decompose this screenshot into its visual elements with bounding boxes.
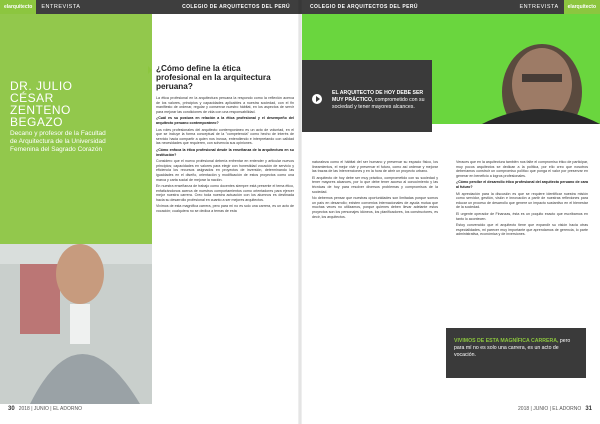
header-center-label: COLEGIO DE ARQUITECTOS DEL PERÚ bbox=[310, 4, 418, 10]
header-center-label: COLEGIO DE ARQUITECTOS DEL PERÚ bbox=[182, 4, 290, 10]
section-label: ENTREVISTA bbox=[519, 4, 559, 10]
profile-panel bbox=[0, 14, 152, 244]
name-line: BEGAZO bbox=[10, 115, 64, 129]
article-column-1 bbox=[156, 96, 294, 216]
footer-info: 2018 | JUNIO | EL ADORNO bbox=[518, 406, 582, 412]
page-number: 30 bbox=[8, 406, 15, 412]
paragraph: El arquitecto de hoy debe ser muy práctico, comprometido con su sociedad y tener mayores alcances, por lo que debe tener acceso al conocimiento y las técnicas de hoy para resolver diversos problemas y compromisos de la sociedad. bbox=[312, 175, 438, 194]
article-column-2 bbox=[312, 160, 438, 221]
name-line: CÉSAR bbox=[10, 91, 54, 105]
paragraph: Estoy convencido que el arquitecto tiene que expandir su visión hacia otras especialidades, mi parecer muy importante que aprendamos de gerencia, lo parte administrativa, económica y de inversiones. bbox=[456, 223, 588, 237]
footer-info: 2018 | JUNIO | EL ADORNO bbox=[18, 406, 82, 412]
question: ¿Cómo enfoca la ética profesional desde la enseñanza de la arquitectura en su institución? bbox=[156, 147, 294, 157]
page-spine bbox=[298, 0, 302, 424]
header-bar-left bbox=[0, 0, 300, 14]
magazine-badge: elarquitecto bbox=[564, 0, 600, 14]
pull-quote-rest: comprometido con su sociedad y tener mayores alcances. bbox=[332, 97, 425, 110]
name-line: ZENTENO bbox=[10, 103, 71, 117]
paragraph: Considero que el nuevo profesional debería enfrentar en entender y articular nuevos principios; capacidades en valores para elegir con honestidad vocación de servicio y eficiencia los recursos asignados en proyectos de inversión, determinando las igualdades en el diseño, orientación y modificación de estos proyectos como una marca y carta social de mejorar la nación. bbox=[156, 159, 294, 182]
page-number: 31 bbox=[585, 406, 592, 412]
magazine-badge: elarquitecto bbox=[0, 0, 36, 14]
section-label: ENTREVISTA bbox=[41, 4, 81, 10]
pull-quote-rest: pero para mí no es solo una carrera, es un acto de vocación. bbox=[454, 338, 571, 358]
pull-quote-text bbox=[454, 338, 579, 359]
paragraph: En nuestra enseñanza de trabajo como docentes siempre está presente el tema ético, enfatizándonos acerca de nuestros comportamientos como orientadores para ejercer mejor nuestra carrera. Creo toda nuestra actuación con los alumnos es destinada hacia su desarrollo profesional en cuanto a ser mejores arquitectos. bbox=[156, 184, 294, 202]
pull-quote-highlight: VIVIMOS DE ESTA MAGNÍFICA CARRERA, bbox=[454, 338, 559, 344]
paragraph: Los roles profesionales del arquitecto contemporáneo es un acto de voluntad, en el que se incluye la forma conceptual de la "competencia" como hecho de interés de servicio hacia compartir a quien nos invoca, entendiendo e interpretando con calidad las necesidades que requieren, con solvencia sus opiniones. bbox=[156, 127, 294, 146]
pull-quote-highlight: EL ARQUITECTO DE HOY DEBE SER MUY PRÁCTICO, bbox=[332, 90, 424, 103]
paragraph: naturaleza como el hábitat del ser humano y preservar su espacio físico, los lineamientos, el mejor vivir y preservar el futuro, como así ordenar y mejorar las trazas de las intervenciones y en la hora de abrir un proyecto urbano. bbox=[312, 160, 438, 174]
footer-left bbox=[8, 406, 82, 412]
paragraph: El urgente operador de Finanzas, ésta es un poquito exacto que escribamos en tanto lo acontecen. bbox=[456, 211, 588, 221]
interviewee-bio: Decano y profesor de la Facultad de Arquitectura de la Universidad Femenina del Sagrado Corazón bbox=[10, 130, 106, 153]
paragraph: Vivimos de esta magnífica carrera, pero para mí no es solo una carrera, es un acto de vocación; cualquiera no se dedica a temas de esta bbox=[156, 204, 294, 214]
question: ¿Cuál es su postura en relación a la ética profesional y el desempeño del arquitecto peruano contemporáneo? bbox=[156, 116, 294, 125]
paragraph: La ética profesional en la arquitectura peruana la respondo como la reflexión acerca de los valores, principios y capacidades aplicables a nuestra sociedad, con el fin manifiesto de ordenar, regular y conservar nuestro hábitat, en los aspectos de servir para mejorar las condiciones de vida con una responsabilidad. bbox=[156, 96, 294, 114]
paragraph: Veraces que en la arquitectura también nos falte el compromiso ético de participar, muy pocos arquitectos se dedican a la política, por ello creo que nosotros deberíamos construir un compromiso político que ponga el valor por preservar en generar en beneficio a logros profesionales. bbox=[456, 160, 588, 178]
pull-quote-text bbox=[332, 90, 427, 111]
arrow-right-icon bbox=[312, 94, 322, 104]
footer-right bbox=[518, 406, 592, 412]
name-line: DR. JULIO bbox=[10, 79, 73, 93]
header-bar-right bbox=[300, 0, 600, 14]
paragraph: No debemos pensar que nuestras oportunidades son limitadas porque somos un país en desarrollo; existen convenios internacionales de ayuda mutua que muchas veces no utilizamos, porque quienes deben llevar adelante estos proyectos son los personajes idóneos, los planificadores, los constructores, es decir, los arquitectos. bbox=[312, 196, 438, 219]
question: ¿Cómo percibe el desarrollo ético profesional del arquitecto peruano de cara al futuro? bbox=[456, 180, 588, 189]
article-title: ¿Cómo define la ética profesional en la arquitectura peruana? bbox=[156, 64, 271, 91]
pull-quote-1 bbox=[302, 60, 432, 132]
paragraph: Mi apreciación para la discusión es que se requiere identificar nuestra misión como servidor, gestión, visión e innovación a partir de nuestras reflexiones para educar un proceso de desarrollo que genere un impacto sustantivo en el bienestar de la sociedad. bbox=[456, 191, 588, 210]
title-arrow-icon bbox=[148, 66, 152, 74]
article-column-3 bbox=[456, 160, 588, 239]
interviewee-name bbox=[10, 80, 73, 128]
pull-quote-2 bbox=[446, 328, 586, 378]
